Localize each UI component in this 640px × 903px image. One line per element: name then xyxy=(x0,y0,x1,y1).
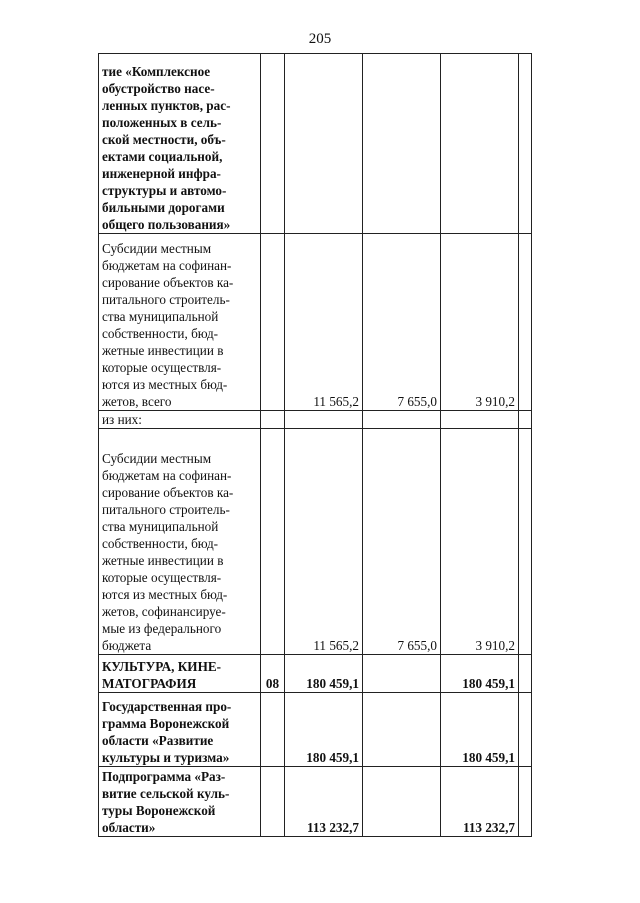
row-name-line: области» xyxy=(102,820,156,835)
section-code xyxy=(261,429,285,655)
row-name-line: бюджетам на софинан- xyxy=(102,258,232,273)
total-amount xyxy=(285,411,363,429)
section-code xyxy=(261,411,285,429)
total-amount: 113 232,7 xyxy=(285,767,363,837)
row-name-line: области «Развитие xyxy=(102,733,214,748)
regional-amount: 3 910,2 xyxy=(441,429,519,655)
row-name-line: туры Воронежской xyxy=(102,803,216,818)
table-row xyxy=(99,767,532,837)
row-name-line: инженерной инфра- xyxy=(102,166,221,181)
row-name-line: ленных пунктов, рас- xyxy=(102,98,231,113)
regional-amount: 180 459,1 xyxy=(441,655,519,693)
section-code xyxy=(261,693,285,767)
table-row xyxy=(99,429,532,655)
row-name-line: сирование объектов ка- xyxy=(102,485,234,500)
total-amount xyxy=(285,54,363,234)
row-name-line: положенных в сель- xyxy=(102,115,222,130)
row-name-line: витие сельской куль- xyxy=(102,786,230,801)
row-name-line: ектами социальной, xyxy=(102,149,223,164)
row-name-line: жетные инвестиции в xyxy=(102,343,224,358)
row-name-line: бильными дорогами xyxy=(102,200,225,215)
row-name-line: Государственная про- xyxy=(102,699,232,714)
row-name-line: питального строитель- xyxy=(102,292,230,307)
row-name-line: сирование объектов ка- xyxy=(102,275,234,290)
table-row xyxy=(99,234,532,411)
row-name-line: Подпрограмма «Раз- xyxy=(102,769,226,784)
regional-amount: 3 910,2 xyxy=(441,234,519,411)
federal-amount: 7 655,0 xyxy=(363,234,441,411)
row-name-line: Субсидии местным xyxy=(102,241,212,256)
row-name xyxy=(99,54,261,234)
row-name-line: Субсидии местным xyxy=(102,451,212,466)
other-amount xyxy=(519,54,532,234)
row-name-line: жетные инвестиции в xyxy=(102,553,224,568)
row-name-line: структуры и автомо- xyxy=(102,183,227,198)
row-name-line: грамма Воронежской xyxy=(102,716,230,731)
federal-amount xyxy=(363,767,441,837)
total-amount: 180 459,1 xyxy=(285,693,363,767)
row-name-line: ской местности, объ- xyxy=(102,132,226,147)
other-amount xyxy=(519,411,532,429)
federal-amount: 7 655,0 xyxy=(363,429,441,655)
federal-amount xyxy=(363,655,441,693)
row-name-line: собственности, бюд- xyxy=(102,326,219,341)
row-name-line: тие «Комплексное xyxy=(102,64,211,79)
other-amount xyxy=(519,234,532,411)
row-name-line: общего пользования» xyxy=(102,217,231,232)
page-number: 205 xyxy=(308,31,332,47)
row-name-line: бюджетам на софинан- xyxy=(102,468,232,483)
regional-amount xyxy=(441,411,519,429)
row-name-line: питального строитель- xyxy=(102,502,230,517)
row-name-line: МАТОГРАФИЯ xyxy=(102,676,197,691)
row-name-line: которые осуществля- xyxy=(102,360,222,375)
row-name xyxy=(99,655,261,693)
row-name-line: ства муниципальной xyxy=(102,519,219,534)
budget-table xyxy=(98,53,532,837)
row-name xyxy=(99,429,261,655)
table-row xyxy=(99,54,532,234)
section-code xyxy=(261,767,285,837)
regional-amount: 180 459,1 xyxy=(441,693,519,767)
other-amount xyxy=(519,429,532,655)
row-name-line: культуры и туризма» xyxy=(102,750,230,765)
row-name-line: ются из местных бюд- xyxy=(102,587,228,602)
section-code: 08 xyxy=(261,655,285,693)
federal-amount xyxy=(363,693,441,767)
row-name-line: КУЛЬТУРА, КИНЕ- xyxy=(102,659,222,674)
row-name-line: ются из местных бюд- xyxy=(102,377,228,392)
federal-amount xyxy=(363,54,441,234)
section-code xyxy=(261,54,285,234)
federal-amount xyxy=(363,411,441,429)
row-name-line: ства муниципальной xyxy=(102,309,219,324)
total-amount: 180 459,1 xyxy=(285,655,363,693)
total-amount: 11 565,2 xyxy=(285,234,363,411)
table-row xyxy=(99,655,532,693)
row-name-line: жетов, всего xyxy=(102,394,172,409)
table-row xyxy=(99,693,532,767)
row-name-line: мые из федерального xyxy=(102,621,222,636)
other-amount xyxy=(519,655,532,693)
section-code xyxy=(261,234,285,411)
row-name xyxy=(99,411,261,429)
row-name-line: которые осуществля- xyxy=(102,570,222,585)
total-amount: 11 565,2 xyxy=(285,429,363,655)
row-name-line: жетов, софинансируе- xyxy=(102,604,226,619)
table-row xyxy=(99,411,532,429)
row-name xyxy=(99,693,261,767)
regional-amount: 113 232,7 xyxy=(441,767,519,837)
row-name xyxy=(99,234,261,411)
row-name-line: обустройство насе- xyxy=(102,81,215,96)
row-name-line: из них: xyxy=(102,412,142,427)
row-name-line: собственности, бюд- xyxy=(102,536,219,551)
regional-amount xyxy=(441,54,519,234)
row-name-line: бюджета xyxy=(102,638,152,653)
other-amount xyxy=(519,693,532,767)
row-name xyxy=(99,767,261,837)
other-amount xyxy=(519,767,532,837)
